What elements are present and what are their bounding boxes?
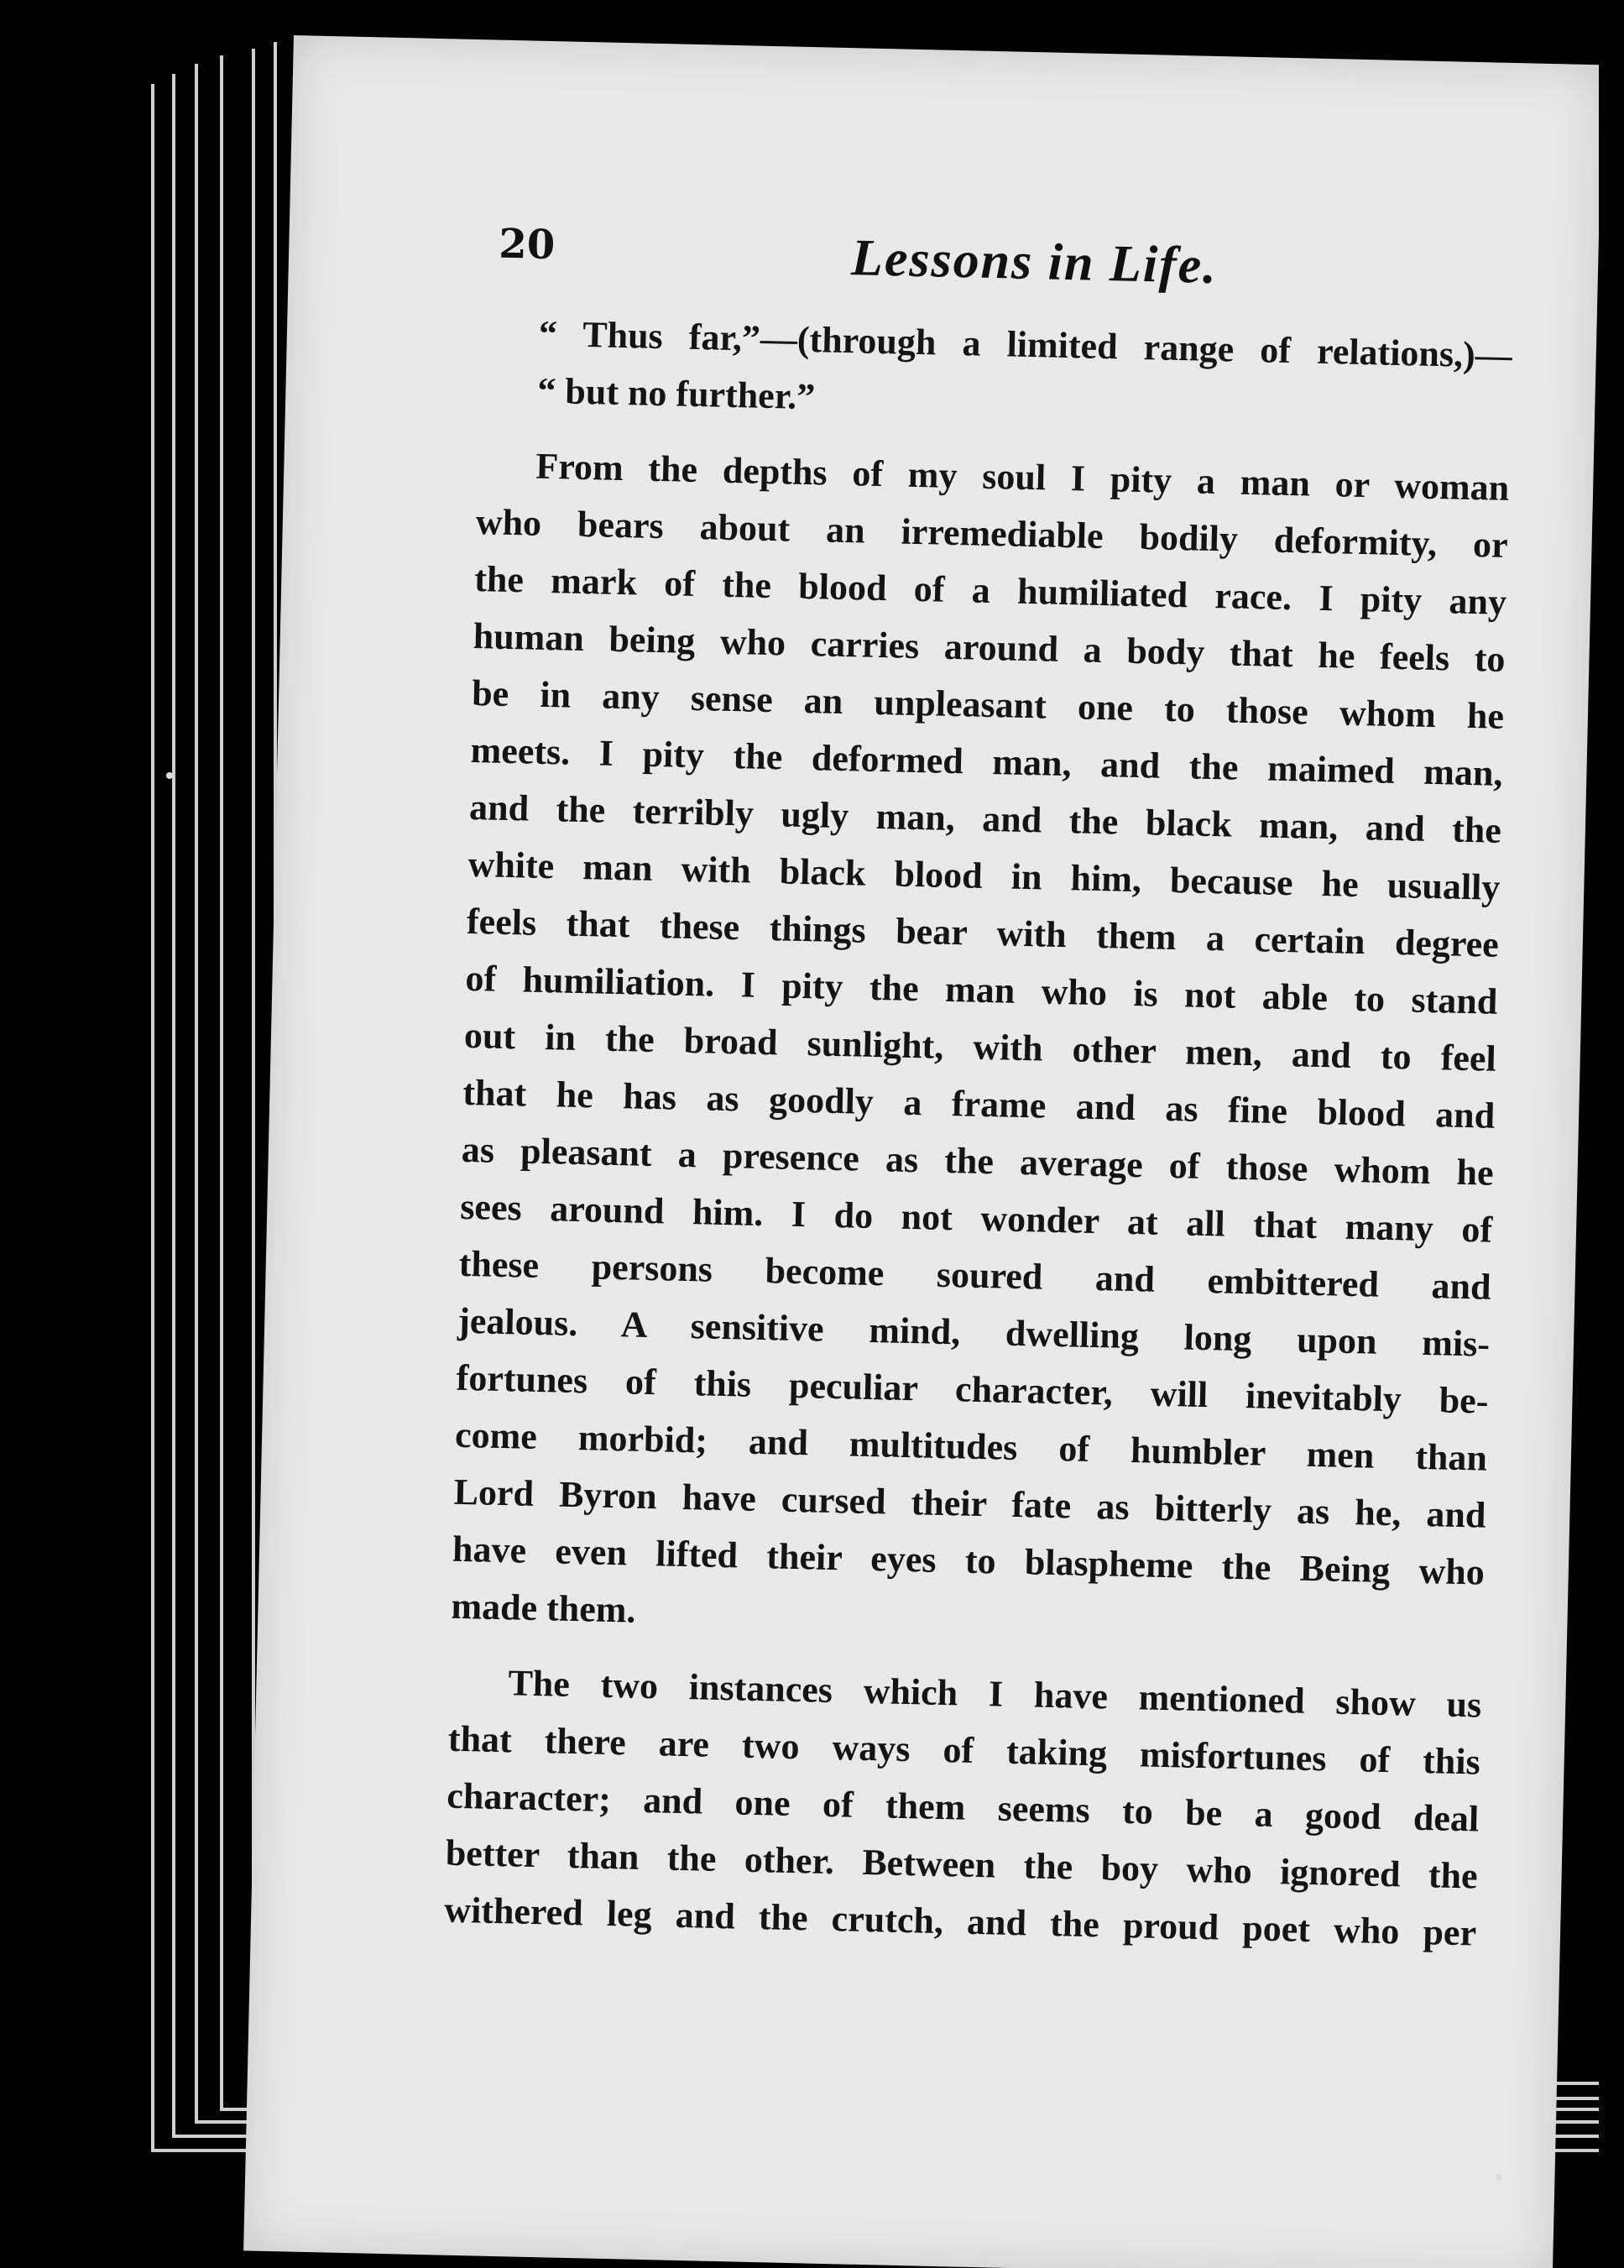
text-line: and the terribly ugly man, and the black man, and the — [468, 786, 1502, 851]
running-head: Lessons in Life. — [850, 229, 1219, 295]
text-line: withered leg and the crutch, and the proud poet who per — [443, 1889, 1477, 1954]
page-number: 20 — [498, 220, 556, 269]
text-line: who bears about an irremediable bodily deformity, or — [475, 501, 1509, 566]
text-line: better than the other. Between the boy who ignored the — [445, 1832, 1479, 1897]
text-line: that there are two ways of taking misfortunes of this — [447, 1717, 1481, 1783]
text-line: made them. — [451, 1585, 637, 1631]
text-line: Lord Byron have cursed their fate as bitterly as he, and — [453, 1471, 1486, 1536]
text-line: be in any sense an unpleasant one to those whom he — [471, 672, 1505, 737]
text-line: white man with black blood in him, because he usually — [467, 843, 1501, 908]
scan-speck — [166, 772, 173, 779]
paragraph — [444, 1654, 1482, 1962]
text-line: that he has as goodly a frame and as fine blood and — [462, 1071, 1496, 1137]
text-line: “ Thus far,”—(through a limited range of relations,)— — [538, 312, 1513, 377]
paragraph — [478, 304, 1513, 442]
text-line: fortunes of this peculiar character, will inevitably be- — [456, 1356, 1490, 1422]
scan-speck — [1496, 2174, 1502, 2181]
text-line: “ but no further.” — [536, 369, 816, 418]
text-line: From the depths of my soul I pity a man or woman — [535, 445, 1510, 509]
text-line: The two instances which I have mentioned show us — [507, 1662, 1482, 1726]
text-line: feels that these things bear with them a certain degree — [466, 900, 1500, 965]
text-line: human being who carries around a body that he feels to — [473, 615, 1507, 680]
text-line: jealous. A sensitive mind, dwelling long upon mis- — [457, 1299, 1491, 1365]
text-line: come morbid; and multitudes of humbler men than — [454, 1414, 1488, 1479]
text-line: character; and one of them seems to be a good deal — [446, 1774, 1480, 1840]
text-line: have even lifted their eyes to blaspheme the Being who — [452, 1528, 1486, 1593]
text-line: the mark of the blood of a humiliated race. I pity any — [473, 558, 1507, 623]
text-line: meets. I pity the deformed man, and the maimed man, — [470, 729, 1503, 794]
book-page — [243, 35, 1602, 2268]
paragraph — [451, 436, 1510, 1659]
text-line: of humiliation. I pity the man who is not able to stand — [465, 957, 1498, 1022]
scan-border — [1599, 0, 1624, 2268]
text-line: sees around him. I do not wonder at all that many of — [459, 1185, 1493, 1251]
body-text — [444, 304, 1513, 1962]
text-line: as pleasant a presence as the average of those whom he — [461, 1128, 1495, 1194]
text-line: out in the broad sunlight, with other men, and to feel — [463, 1014, 1497, 1079]
text-line: these persons become soured and embittered and — [458, 1242, 1492, 1308]
